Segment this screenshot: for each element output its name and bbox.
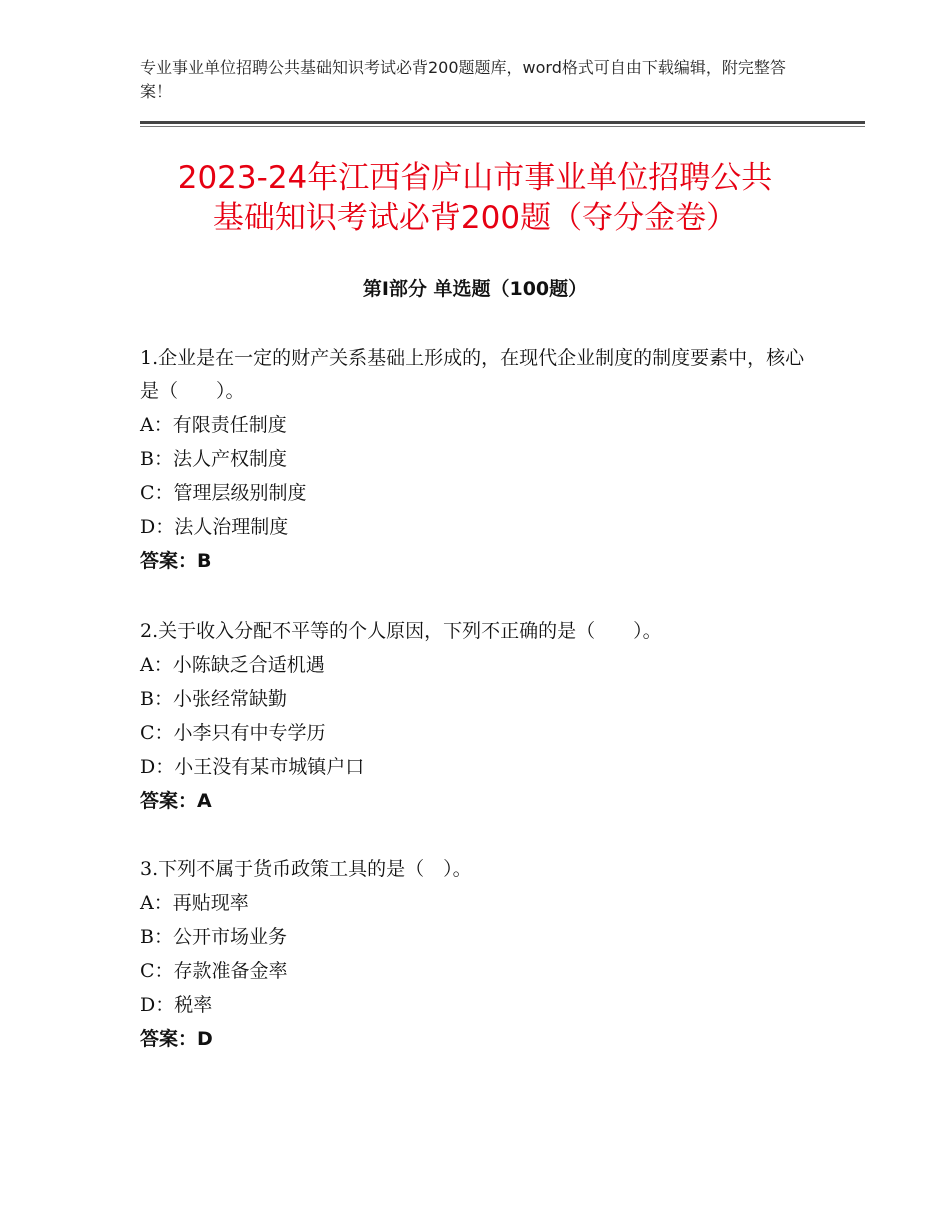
option-a: A：有限责任制度 <box>140 414 287 436</box>
option-c: C：小李只有中专学历 <box>140 722 326 744</box>
question-1 <box>140 342 820 578</box>
option-d: D：法人治理制度 <box>140 516 289 538</box>
document-title <box>120 158 830 238</box>
option-b: B：公开市场业务 <box>140 926 287 948</box>
question-2 <box>140 615 820 818</box>
header-note: 专业事业单位招聘公共基础知识考试必背200题题库，word格式可自由下载编辑，附完整答案！ <box>140 58 786 101</box>
option-d: D：税率 <box>140 994 213 1016</box>
option-d: D：小王没有某市城镇户口 <box>140 756 365 778</box>
document-title-line-2: 基础知识考试必背200题（夺分金卷） <box>212 200 738 236</box>
question-3 <box>140 853 820 1056</box>
option-b: B：小张经常缺勤 <box>140 688 287 710</box>
answer-line: 答案：D <box>140 1028 213 1050</box>
header-divider-thin <box>140 126 865 127</box>
option-b: B：法人产权制度 <box>140 448 287 470</box>
section-heading: 第Ⅰ部分 单选题（100题） <box>362 278 588 300</box>
question-stem: 1.企业是在一定的财产关系基础上形成的，在现代企业制度的制度要素中，核心是（ ）。 <box>140 347 805 402</box>
answer-line: 答案：A <box>140 790 212 812</box>
option-a: A：小陈缺乏合适机遇 <box>140 654 325 676</box>
document-title-line-1: 2023-24年江西省庐山市事业单位招聘公共 <box>177 160 773 196</box>
question-stem: 3.下列不属于货币政策工具的是（ ）。 <box>140 858 472 880</box>
option-a: A：再贴现率 <box>140 892 249 914</box>
option-c: C：管理层级别制度 <box>140 482 307 504</box>
header-divider-thick <box>140 121 865 124</box>
option-c: C：存款准备金率 <box>140 960 288 982</box>
question-stem: 2.关于收入分配不平等的个人原因，下列不正确的是（ ）。 <box>140 620 662 642</box>
answer-line: 答案：B <box>140 550 212 572</box>
